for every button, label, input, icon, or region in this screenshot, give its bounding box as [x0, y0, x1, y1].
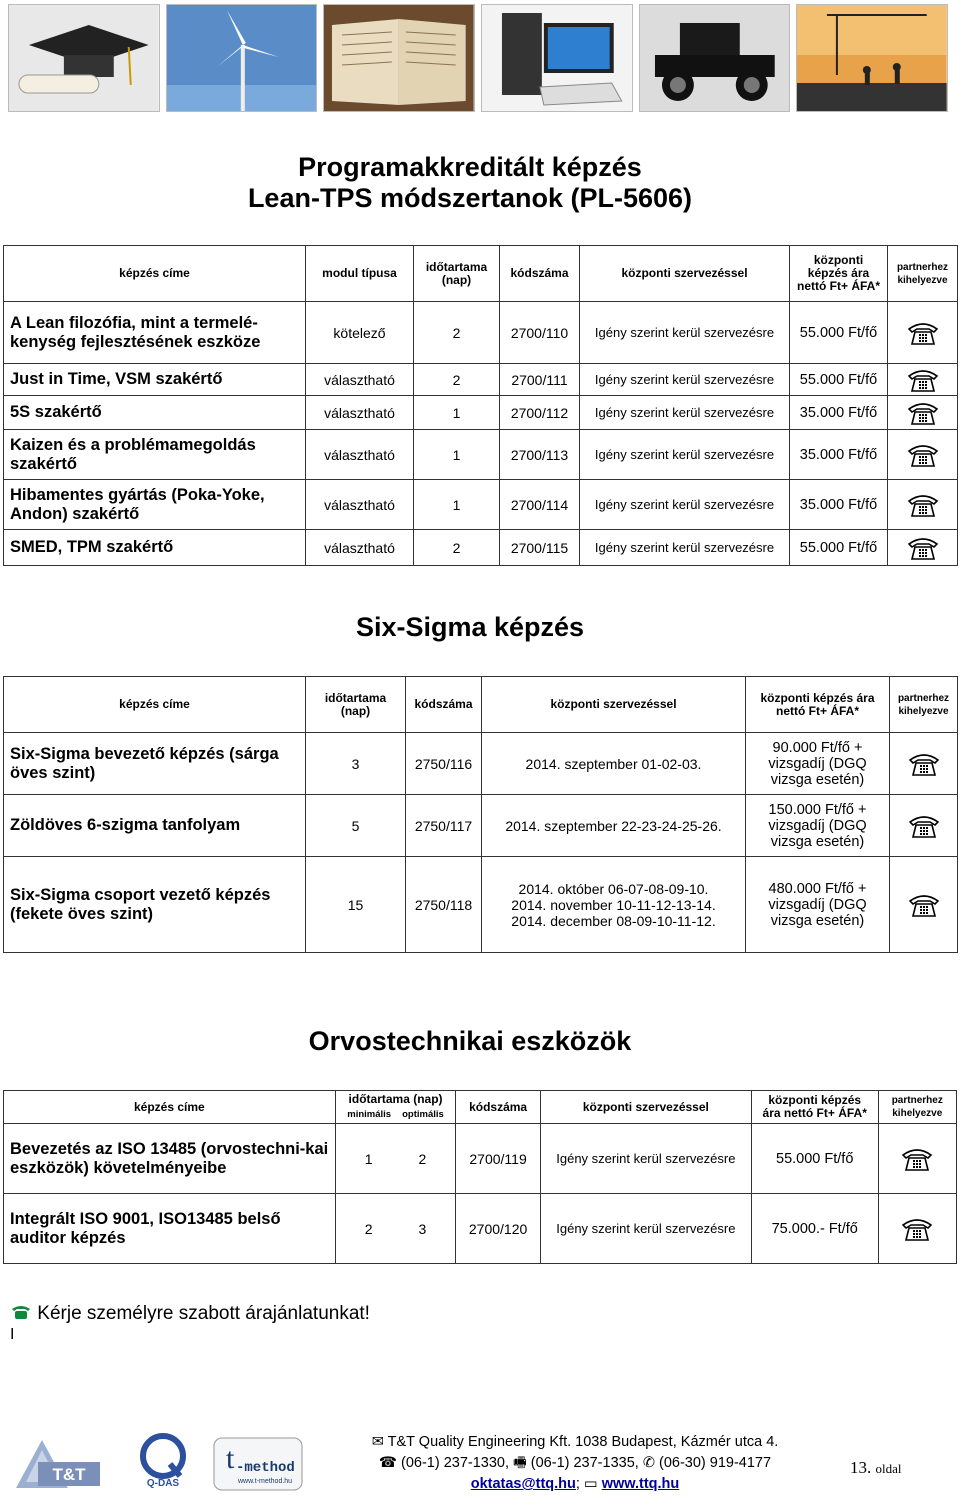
central-organization: Igény szerint kerül szervezésre [580, 302, 790, 364]
central-organization: Igény szerint kerül szervezésre [580, 430, 790, 480]
duration-days: 2 [414, 364, 500, 396]
orvos-partner-cell [878, 1194, 956, 1264]
course-name: Six-Sigma bevezető képzés (sárga öves szint) [4, 733, 306, 795]
course-name: Bevezetés az ISO 13485 (orvostechni-kai eszközök) követelményeibe [4, 1124, 336, 1194]
fax-icon: 🖷 [513, 1455, 527, 1471]
lean-section-title: Programakkreditált képzés Lean-TPS módszertanok (PL-5606) [247, 152, 693, 213]
table-row [4, 857, 958, 953]
table-row [4, 302, 958, 364]
telephone-icon: ☎ [378, 1455, 397, 1471]
course-dates [482, 795, 746, 857]
table-row [4, 364, 958, 396]
duration-days [335, 1194, 456, 1264]
course-code: 2700/120 [456, 1194, 540, 1264]
vintage-car-photo [639, 4, 791, 112]
course-price: 35.000 Ft/fő [790, 480, 888, 530]
central-organization: Igény szerint kerül szervezésre [540, 1194, 751, 1264]
course-code: 2750/116 [406, 733, 482, 795]
table-row [4, 733, 958, 795]
sixsigma-section-title: Six-Sigma képzés [355, 612, 585, 642]
computer-photo [481, 4, 633, 112]
svg-text:t: t [226, 1442, 235, 1475]
duration-days: 2 [414, 302, 500, 364]
course-code: 2700/110 [500, 302, 580, 364]
course-price: 55.000 Ft/fő [790, 364, 888, 396]
quote-request-text: Kérje személyre szabott árajánlatunkat! [10, 1303, 370, 1325]
duration-days: 1 [414, 396, 500, 430]
table-row [4, 1194, 957, 1264]
table-row [4, 396, 958, 430]
col-header-price: központi képzés ára nettó Ft+ ÁFA* [746, 677, 890, 733]
course-code: 2700/113 [500, 430, 580, 480]
duration-days: 2 [414, 530, 500, 566]
col-header-central: központi szervezéssel [580, 246, 790, 302]
telephone-icon [901, 1146, 933, 1172]
telephone-icon [907, 400, 939, 426]
phone-line: ☎ (06-1) 237-1330, 🖷 (06-1) 237-1335, ✆ (06-30) 919-4177 [378, 1455, 772, 1471]
duration-days: 3 [306, 733, 406, 795]
course-date: 2014. november 10-11-12-13-14. [511, 896, 716, 913]
links-line: oktatas@ttq.hu; ▭ www.ttq.hu [470, 1476, 680, 1492]
orvos-table-body [4, 1124, 957, 1264]
course-date: 2014. október 06-07-08-09-10. [518, 880, 709, 897]
course-name: Zöldöves 6-szigma tanfolyam [4, 795, 306, 857]
module-type: választható [306, 530, 414, 566]
module-type: választható [306, 364, 414, 396]
course-price: 55.000 Ft/fő [790, 302, 888, 364]
course-code: 2700/112 [500, 396, 580, 430]
duration-opt: 3 [418, 1220, 427, 1237]
col-header-price: központi képzés ára nettó Ft+ ÁFA* [751, 1091, 878, 1124]
course-price: 35.000 Ft/fő [790, 396, 888, 430]
sixsigma-partner-cell [890, 733, 958, 795]
orvos-partner-cell [878, 1124, 956, 1194]
course-code: 2750/117 [406, 795, 482, 857]
course-name: Six-Sigma csoport vezető képzés (fekete öves szint) [4, 857, 306, 953]
course-code: 2700/114 [500, 480, 580, 530]
photo-banner [8, 4, 948, 112]
duration-opt: 2 [418, 1150, 427, 1167]
course-code: 2700/111 [500, 364, 580, 396]
orvos-section-title: Orvostechnikai eszközök [308, 1026, 632, 1056]
tt-logo [12, 1436, 104, 1492]
address-line: ✉ T&T Quality Engineering Kft. 1038 Budapest, Kázmér utca 4. [371, 1434, 779, 1450]
course-date: 2014. szeptember 22-23-24-25-26. [505, 817, 722, 834]
course-name: Hibamentes gyártás (Poka-Yoke, Andon) szakértő [4, 480, 306, 530]
table-row [4, 480, 958, 530]
col-header-duration: időtartama (nap) [414, 246, 500, 302]
central-organization: Igény szerint kerül szervezésre [580, 530, 790, 566]
module-type: választható [306, 430, 414, 480]
wind-turbine-photo [166, 4, 318, 112]
course-dates [482, 857, 746, 953]
telephone-icon [10, 1303, 32, 1321]
col-header-min: minimális [347, 1109, 392, 1120]
course-price: 90.000 Ft/fő + vizsgadíj (DGQ vizsga esetén) [746, 733, 890, 795]
course-name: Kaizen és a problémamegoldás szakértő [4, 430, 306, 480]
duration-days: 5 [306, 795, 406, 857]
graduation-cap-photo [8, 4, 160, 112]
col-header-opt: optimális [402, 1109, 444, 1120]
central-organization: Igény szerint kerül szervezésre [540, 1124, 751, 1194]
course-name: A Lean filozófia, mint a termelé-kenység fejlesztésének eszköze [4, 302, 306, 364]
course-date: 2014. december 08-09-10-11-12. [511, 912, 716, 929]
central-organization: Igény szerint kerül szervezésre [580, 396, 790, 430]
lean-table-body [4, 302, 958, 566]
col-header-duration: időtartama (nap) minimális optimális [335, 1091, 456, 1124]
course-price: 480.000 Ft/fő + vizsgadíj (DGQ vizsga esetén) [746, 857, 890, 953]
module-type: választható [306, 396, 414, 430]
table-row [4, 1124, 957, 1194]
duration-days [335, 1124, 456, 1194]
telephone-icon [907, 367, 939, 393]
central-organization: Igény szerint kerül szervezésre [580, 364, 790, 396]
col-header-code: kódszáma [456, 1091, 540, 1124]
table-row [4, 795, 958, 857]
lean-partner-cell [888, 480, 958, 530]
orvos-training-table [3, 1090, 957, 1264]
website-link[interactable]: www.ttq.hu [601, 1476, 680, 1492]
duration-values [342, 1151, 450, 1167]
telephone-icon [907, 492, 939, 518]
course-name: Integrált ISO 9001, ISO13485 belső auditor képzés [4, 1194, 336, 1264]
old-book-photo [323, 4, 475, 112]
lean-partner-cell [888, 430, 958, 480]
contact-footer [340, 1432, 810, 1495]
central-organization: Igény szerint kerül szervezésre [580, 480, 790, 530]
course-price: 75.000.- Ft/fő [751, 1194, 878, 1264]
duration-days: 1 [414, 430, 500, 480]
sixsigma-table-body [4, 733, 958, 953]
course-price: 55.000 Ft/fő [790, 530, 888, 566]
text-cursor: I [10, 1326, 15, 1343]
col-header-partner: partnerhez kihelyezve [888, 246, 958, 302]
telephone-icon [908, 813, 940, 839]
course-price: 150.000 Ft/fő + vizsgadíj (DGQ vizsga esetén) [746, 795, 890, 857]
telephone-icon [901, 1216, 933, 1242]
duration-values [342, 1221, 450, 1237]
lean-partner-cell [888, 364, 958, 396]
course-name: SMED, TPM szakértő [4, 530, 306, 566]
construction-site-photo [796, 4, 948, 112]
tmethod-logo: t -method www.t-method.hu [212, 1436, 304, 1492]
course-name: Just in Time, VSM szakértő [4, 364, 306, 396]
page-number: 13. oldal [850, 1458, 902, 1477]
duration-days: 15 [306, 857, 406, 953]
col-header-duration: időtartama (nap) [306, 677, 406, 733]
col-header-code: kódszáma [500, 246, 580, 302]
qdas-logo: Q-DAS [130, 1432, 196, 1492]
col-header-name: képzés címe [4, 677, 306, 733]
col-header-central: központi szervezéssel [540, 1091, 751, 1124]
duration-min: 2 [364, 1220, 373, 1237]
web-icon: ▭ [583, 1476, 598, 1492]
table-row [4, 430, 958, 480]
col-header-name: képzés címe [4, 246, 306, 302]
course-price: 55.000 Ft/fő [751, 1124, 878, 1194]
telephone-icon [907, 535, 939, 561]
telephone-icon [907, 442, 939, 468]
lean-partner-cell [888, 302, 958, 364]
course-code: 2700/115 [500, 530, 580, 566]
col-header-name: képzés címe [4, 1091, 336, 1124]
svg-text:T&T: T&T [52, 1465, 86, 1484]
course-dates [482, 733, 746, 795]
telephone-icon [908, 892, 940, 918]
col-header-partner: partnerhez kihelyezve [890, 677, 958, 733]
lean-partner-cell [888, 530, 958, 566]
lean-training-table [3, 245, 958, 566]
course-code: 2750/118 [406, 857, 482, 953]
lean-partner-cell [888, 396, 958, 430]
col-header-price: központi képzés ára nettó Ft+ ÁFA* [790, 246, 888, 302]
col-header-central: központi szervezéssel [482, 677, 746, 733]
table-row [4, 530, 958, 566]
mail-icon: ✉ [371, 1434, 384, 1450]
mobile-icon: ✆ [642, 1455, 655, 1471]
col-header-partner: partnerhez kihelyezve [878, 1091, 956, 1124]
module-type: kötelező [306, 302, 414, 364]
course-name: 5S szakértő [4, 396, 306, 430]
course-date: 2014. szeptember 01-02-03. [525, 755, 702, 772]
sixsigma-partner-cell [890, 857, 958, 953]
col-header-code: kódszáma [406, 677, 482, 733]
course-price: 35.000 Ft/fő [790, 430, 888, 480]
module-type: választható [306, 480, 414, 530]
col-header-module: modul típusa [306, 246, 414, 302]
telephone-icon [907, 320, 939, 346]
course-code: 2700/119 [456, 1124, 540, 1194]
email-link[interactable]: oktatas@ttq.hu [470, 1476, 576, 1492]
duration-days: 1 [414, 480, 500, 530]
sixsigma-partner-cell [890, 795, 958, 857]
telephone-icon [908, 751, 940, 777]
sixsigma-training-table [3, 676, 958, 953]
duration-min: 1 [364, 1150, 373, 1167]
